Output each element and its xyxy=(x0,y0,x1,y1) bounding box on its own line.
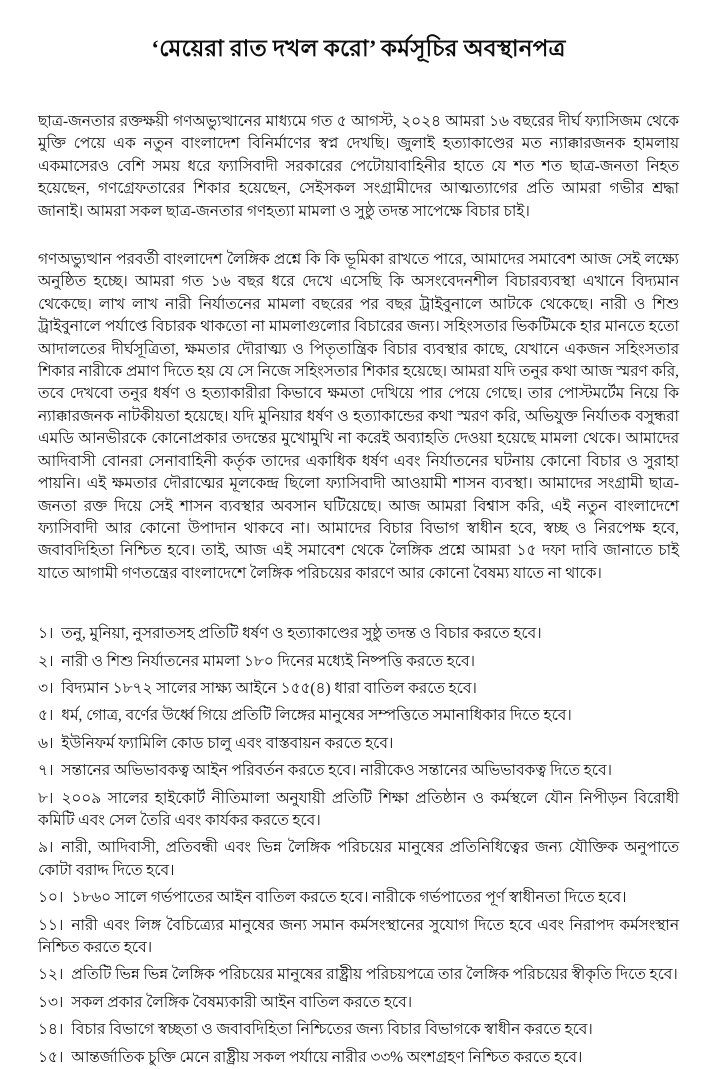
demand-item xyxy=(38,964,679,986)
demand-text: ১৮৬০ সালে গর্ভপাতের আইন বাতিল করতে হবে। নারীকে গর্ভপাতের পূর্ণ স্বাধীনতা দিতে হবে। xyxy=(71,889,627,907)
demand-text: প্রতিটি ভিন্ন ভিন্ন লৈঙ্গিক পরিচয়ের মানুষের রাষ্ট্রীয় পরিচয়পত্রে তার লৈঙ্গিক পরিচয়ের স্বীকৃতি দিতে হবে। xyxy=(71,966,678,984)
demand-number: ৮। xyxy=(38,789,54,807)
demand-number: ১৩। xyxy=(38,993,64,1011)
demand-item xyxy=(38,705,679,727)
demand-text: সকল প্রকার লৈঙ্গিক বৈষম্যকারী আইন বাতিল করতে হবে। xyxy=(71,993,413,1011)
demand-number: ১৪। xyxy=(38,1021,64,1039)
demand-item xyxy=(38,733,679,755)
demand-item xyxy=(38,623,679,645)
demand-item xyxy=(38,887,679,909)
demand-text: বিচার বিভাগে স্বচ্ছতা ও জবাবদিহিতা নিশ্চিতের জন্য বিচার বিভাগকে স্বাধীন করতে হবে। xyxy=(71,1021,593,1039)
demand-item xyxy=(38,678,679,700)
demand-text: ২০০৯ সালের হাইকোর্ট নীতিমালা অনুযায়ী প্রতিটি শিক্ষা প্রতিষ্ঠান ও কর্মস্থলে যৌন নিপীড়ন বিরোধী কমিটি এবং সেল তৈরি এবং কার্যকর করতে হবে। xyxy=(38,789,679,829)
demands-list xyxy=(38,623,679,1069)
demand-text: বিদ্যমান ১৮৭২ সালের সাক্ষ্য আইনে ১৫৫(৪) ধারা বাতিল করতে হবে। xyxy=(61,679,477,697)
demand-number: ১০। xyxy=(38,889,64,907)
demand-item xyxy=(38,915,679,960)
demand-number: ৯। xyxy=(38,839,54,857)
demand-item xyxy=(38,1019,679,1041)
demand-number: ২। xyxy=(38,652,54,670)
demand-text: ইউনিফর্ম ফ্যামিলি কোড চালু এবং বাস্তবায়ন করতে হবে। xyxy=(61,734,394,752)
demand-number: ১২। xyxy=(38,966,64,984)
demand-number: ১৫। xyxy=(38,1048,64,1066)
demand-number: ১১। xyxy=(38,916,64,934)
demand-text: নারী ও শিশু নির্যাতনের মামলা ১৮০ দিনের মধ্যেই নিষ্পত্তি করতে হবে। xyxy=(61,652,475,670)
demand-number: ৩। xyxy=(38,679,54,697)
demand-item xyxy=(38,992,679,1014)
demand-number: ১। xyxy=(38,625,54,643)
demand-text: সন্তানের অভিভাবকত্ব আইন পরিবর্তন করতে হবে। নারীকেও সন্তানের অভিভাবকত্ব দিতে হবে। xyxy=(61,762,612,780)
demand-text: তনু, মুনিয়া, নুসরাতসহ প্রতিটি ধর্ষণ ও হত্যাকাণ্ডের সুষ্ঠু তদন্ত ও বিচার করতে হবে। xyxy=(61,625,542,643)
demand-item xyxy=(38,760,679,782)
document-title: ‘মেয়েরা রাত দখল করো’ কর্মসূচির অবস্থানপত্র xyxy=(151,36,566,61)
demand-item xyxy=(38,651,679,673)
demand-text: নারী এবং লিঙ্গ বৈচিত্র্যের মানুষের জন্য সমান কর্মসংস্থানের সুযোগ দিতে হবে এবং নিরাপদ কর্মসংস্থান নিশ্চিত করতে হবে। xyxy=(38,916,679,956)
paragraph-intro: ছাত্র-জনতার রক্তক্ষয়ী গণঅভ্যুত্থানের মাধ্যমে গত ৫ আগস্ট, ২০২৪ আমরা ১৬ বছরের দীর্ঘ ফ্যাসিজম থেকে মুক্তি পেয়ে এক নতুন বাংলাদেশ বিনির্মাণের স্বপ্ন দেখছি। জুলাই হত্যাকাণ্ডের মত ন্যাক্কারজনক হামলায় একমাসেরও বেশি সময় ধরে ফ্যাসিবাদী সরকারের পেটোয়াবাহিনীর হাতে যে শত শত ছাত্র-জনতা নিহত হয়েছেন, গণগ্রেফতারের শিকার হয়েছেন, সেইসকল সংগ্রামীদের আত্মত্যাগের প্রতি আমরা গভীর শ্রদ্ধা জানাই। আমরা সকল ছাত্র-জনতার গণহত্যা মামলা ও সুষ্ঠু তদন্ত সাপেক্ষে বিচার চাই। xyxy=(38,113,679,220)
demand-number: ৭। xyxy=(38,762,54,780)
demand-item xyxy=(38,788,679,833)
demand-number: ৬। xyxy=(38,734,54,752)
demand-item xyxy=(38,837,679,882)
demand-item xyxy=(38,1047,679,1069)
paragraph-context: গণঅভ্যুত্থান পরবর্তী বাংলাদেশ লৈঙ্গিক প্রশ্নে কি কি ভূমিকা রাখতে পারে, আমাদের সমাবেশ আজ সেই লক্ষ্যে অনুষ্ঠিত হচ্ছে। আমরা গত ১৬ বছর ধরে দেখে এসেছি কি অসংবেদনশীল বিচারব্যবস্থা এখানে বিদ্যমান থেকেছে। লাখ লাখ নারী নির্যাতনের মামলা বছরের পর বছর ট্রাইবুনালে আটকে থেকেছে। নারী ও শিশু ট্রাইবুনালে পর্যাপ্তে বিচারক থাকতো না মামলাগুলোর বিচারের জন্য। সহিংসতার ভিকটিমকে হার মানতে হতো আদালতের দীর্ঘসূত্রিতা, ক্ষমতার দৌরাত্ম্য ও পিতৃতান্ত্রিক বিচার ব্যবস্থার কাছে, যেখানে একজন সহিংসতার শিকার নারীকে প্রমাণ দিতে হয় যে সে নিজে সহিংসতার শিকার হয়েছে। আমরা যদি তনুর কথা আজ স্মরণ করি, তবে দেখবো তনুর ধর্ষণ ও হত্যাকারীরা কিভাবে ক্ষমতা দেখিয়ে পার পেয়ে গেছে। তার পোস্টমর্টেম নিয়ে কি ন্যাক্কারজনক নাটকীয়তা হয়েছে। যদি মুনিয়ার ধর্ষণ ও হত্যাকান্ডের কথা স্মরণ করি, অভিযুক্ত নির্যাতক বসুন্ধরা এমডি আনভীরকে কোনোপ্রকার তদন্তের মুখোমুখি না করেই অব্যাহতি দেওয়া হয়েছে মামলা থেকে। আমাদের আদিবাসী বোনরা সেনাবাহিনী কর্তৃক তাদের একাধিক ধর্ষণ এবং নির্যাতনের ঘটনায় কোনো বিচার ও সুরাহা পায়নি। এই ক্ষমতার দৌরাত্মের মূলকেন্দ্র ছিলো ফ্যাসিবাদী আওয়ামী শাসন ব্যবস্থা। আমাদের সংগ্রামী ছাত্র-জনতা রক্ত দিয়ে সেই শাসন ব্যবস্থার অবসান ঘটিয়েছে। আজ আমরা বিশ্বাস করি, এই নতুন বাংলাদেশে ফ্যাসিবাদী আর কোনো উপাদান থাকবে না। আমাদের বিচার বিভাগ স্বাধীন হবে, স্বচ্ছ ও নিরপেক্ষ হবে, জবাবদিহিতা নিশ্চিত হবে। তাই, আজ এই সমাবেশ থেকে লৈঙ্গিক প্রশ্নে আমরা ১৫ দফা দাবি জানাতে চাই যাতে আগামী গণতন্ত্রের বাংলাদেশে লৈঙ্গিক পরিচয়ের কারণে আর কোনো বৈষম্য যাতে না থাকে। xyxy=(38,251,679,582)
demand-number: ৫। xyxy=(38,707,54,725)
demand-text: ধর্ম, গোত্র, বর্ণের উর্ধ্বে গিয়ে প্রতিটি লিঙ্গের মানুষের সম্পত্তিতে সমানাধিকার দিতে হবে। xyxy=(61,707,572,725)
demand-text: আন্তর্জাতিক চুক্তি মেনে রাষ্ট্রীয় সকল পর্যায়ে নারীর ৩৩% অংশগ্রহণ নিশ্চিত করতে হবে। xyxy=(71,1048,583,1066)
demand-text: নারী, আদিবাসী, প্রতিবন্ধী এবং ভিন্ন লৈঙ্গিক পরিচয়ের মানুষের প্রতিনিধিত্বের জন্য যৌক্তিক অনুপাতে কোটা বরাদ্দ দিতে হবে। xyxy=(38,839,679,879)
